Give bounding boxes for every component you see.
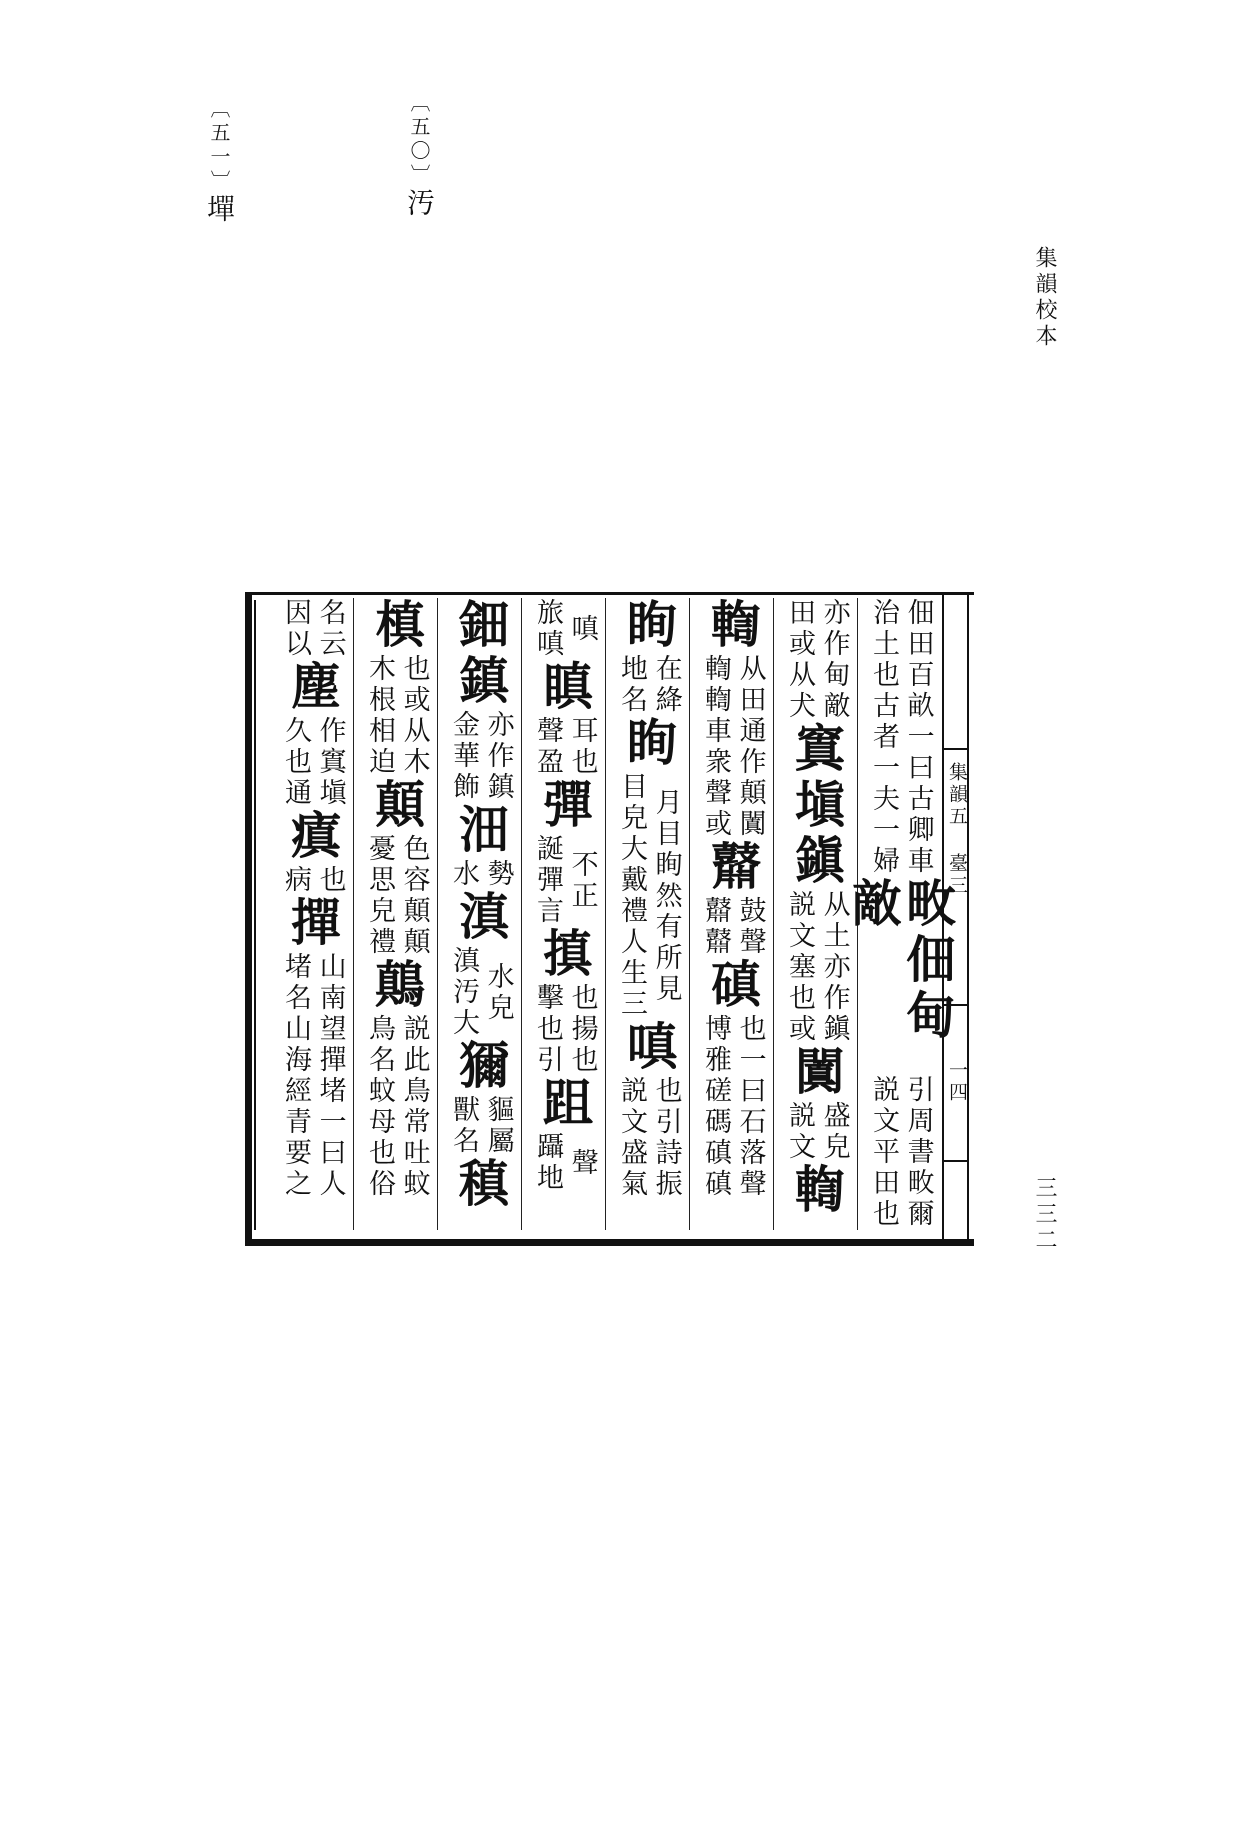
headword: 滇: [451, 890, 510, 946]
note-number: 〔五〇〕: [407, 92, 431, 188]
annotation-line: 説文: [784, 1101, 815, 1163]
frame-inner-rule: [254, 600, 256, 1230]
column-rule: [353, 598, 354, 1230]
annotation-line: 亦作鎮: [482, 710, 514, 803]
text-column-3: [691, 598, 773, 1230]
annotation: [532, 598, 598, 660]
annotation-line: 躡地: [532, 1132, 563, 1194]
annotation-line: 名云: [314, 598, 346, 660]
headword: 稹: [451, 1157, 510, 1213]
annotation: [532, 716, 598, 778]
headword: 窴塡鎭: [787, 722, 846, 890]
annotation-line: 也一曰石落聲: [734, 1014, 766, 1200]
annotation-line: 聲盈: [532, 716, 563, 778]
annotation-line: 水: [448, 859, 479, 890]
headword: 瘨: [283, 809, 342, 865]
margin-note-51: [203, 98, 236, 226]
headword: 輷: [787, 1163, 846, 1219]
text-column-5: [523, 598, 605, 1230]
annotation-line: 堵名山海經青要之: [280, 952, 311, 1200]
annotation: [364, 834, 430, 958]
text-column-2: [775, 598, 857, 1230]
annotation-line: 久也通: [280, 716, 311, 809]
annotation-line: 憂思皃禮: [364, 834, 395, 958]
annotation: [364, 654, 430, 778]
headword: 眴: [619, 716, 678, 772]
annotation: [784, 598, 850, 722]
annotation-line: 聲: [566, 1147, 598, 1179]
annotation-line: 鼓聲: [734, 896, 766, 958]
annotation: [784, 890, 850, 1045]
annotation-line: 水皃: [482, 961, 514, 1024]
annotation-line: 貙屬: [482, 1095, 514, 1157]
annotation-line: 因以: [280, 598, 311, 660]
annotation: [448, 1095, 514, 1157]
column-rule: [689, 598, 690, 1230]
annotation: [532, 1132, 598, 1194]
annotation-line: 嗔: [566, 613, 598, 645]
annotation: [616, 1076, 682, 1200]
text-column-4: [607, 598, 689, 1230]
annotation: [868, 598, 934, 877]
annotation-line: 輷輷車衆聲或: [700, 654, 731, 840]
headword: 畋佃甸敵: [844, 877, 957, 1045]
annotation-line: 説此鳥常吐蚊: [398, 1014, 430, 1200]
annotation-line: 从田通作顛闐: [734, 654, 766, 840]
annotation: [700, 654, 766, 840]
text-column-8: [271, 598, 353, 1230]
headword: 嗔: [619, 1020, 678, 1076]
annotation: [448, 946, 514, 1039]
annotation: [532, 983, 598, 1076]
headword: 磌: [703, 958, 762, 1014]
annotation-line: 木根相迫: [364, 654, 395, 778]
annotation: [532, 834, 598, 927]
annotation-line: 也引詩振: [650, 1076, 682, 1200]
annotation-line: 説文塞也或: [784, 890, 815, 1045]
note-text: 汚: [403, 188, 436, 220]
column-rule: [521, 598, 522, 1230]
annotation-line: 勢: [482, 859, 514, 890]
annotation-line: 目皃大戴禮人生三: [616, 772, 647, 1020]
annotation: [280, 952, 346, 1200]
headword: 獮: [451, 1039, 510, 1095]
margin-note-50: [403, 92, 436, 220]
column-rule: [605, 598, 606, 1230]
headword: 眴: [619, 598, 678, 654]
annotation-line: 色容顛顛: [398, 834, 430, 958]
annotation: [616, 772, 682, 1020]
annotation-line: 旅嗔: [532, 598, 563, 660]
annotation: [784, 1101, 850, 1163]
annotation: [280, 598, 346, 660]
annotation-line: 鳥名蚊母也俗: [364, 1014, 395, 1200]
headword: 撣: [283, 896, 342, 952]
annotation: [448, 710, 514, 803]
headword: 鈿鎮: [451, 598, 510, 710]
annotation-line: 鼘鼘: [700, 896, 731, 958]
annotation: [700, 896, 766, 958]
headword: 沺: [451, 803, 510, 859]
headword: 輷: [703, 598, 762, 654]
annotation-line: 治土也古者一夫一婦: [868, 598, 899, 877]
annotation: [868, 1075, 934, 1230]
headword: 鷏: [367, 958, 426, 1014]
annotation: [448, 859, 514, 890]
annotation-line: 博雅磋碼磌磌: [700, 1014, 731, 1200]
annotation: [280, 716, 346, 809]
annotation: [364, 1014, 430, 1200]
headword: 跙: [535, 1076, 594, 1132]
book-title: 集韻校本: [1032, 246, 1057, 350]
annotation-line: 不正: [566, 849, 598, 912]
annotation-line: 从土亦作鎭: [818, 890, 850, 1045]
annotation-line: 也揚也: [566, 983, 598, 1076]
gutter-mark-top: [944, 748, 967, 750]
page-number: 三三二: [1032, 1176, 1057, 1254]
annotation-line: 誕彈言: [532, 834, 563, 927]
annotation-line: 金華飾: [448, 710, 479, 803]
annotation: [616, 654, 682, 716]
annotation-line: 盛皃: [818, 1101, 850, 1163]
gutter-leaf: 一四: [946, 1060, 968, 1104]
headword: 鼘: [703, 840, 762, 896]
annotation-line: 説文盛氣: [616, 1076, 647, 1200]
headword: 瞋: [535, 660, 594, 716]
column-rule: [437, 598, 438, 1230]
gutter-title: 集韻五 臺三: [946, 762, 968, 897]
annotation-line: 山南望撣堵一曰人: [314, 952, 346, 1200]
annotation-line: 亦作甸敵: [818, 598, 850, 722]
text-column-7: [355, 598, 437, 1230]
headword: 顛: [367, 778, 426, 834]
annotation-line: 月目眴然有所見: [650, 787, 682, 1005]
annotation-line: 滇汚大: [448, 946, 479, 1039]
annotation-line: 耳也: [566, 716, 598, 778]
annotation-line: 擊也引: [532, 983, 563, 1076]
annotation-line: 田或从犬: [784, 598, 815, 722]
annotation-line: 地名: [616, 654, 647, 716]
annotation: [280, 865, 346, 896]
note-number: 〔五一〕: [207, 98, 231, 194]
headword: 塵: [283, 660, 342, 716]
column-rule: [773, 598, 774, 1230]
text-column-6: [439, 598, 521, 1230]
headword: 搷: [535, 927, 594, 983]
headword: 槙: [367, 598, 426, 654]
annotation-line: 説文平田也: [868, 1075, 899, 1230]
annotation-line: 在絳: [650, 654, 682, 716]
annotation-line: 也或从木: [398, 654, 430, 778]
annotation-line: 也: [314, 865, 346, 896]
headword: 彈: [535, 778, 594, 834]
headword: 闐: [787, 1045, 846, 1101]
annotation-line: 佃田百畝一曰古卿車: [902, 598, 934, 877]
annotation-line: 獸名: [448, 1095, 479, 1157]
annotation-line: 引周書畋爾: [902, 1075, 934, 1230]
annotation: [700, 1014, 766, 1200]
annotation-line: 作窴塡: [314, 716, 346, 809]
note-text: 墠: [203, 194, 236, 226]
annotation-line: 病: [280, 865, 311, 896]
gutter-mark-low: [944, 1160, 967, 1162]
gutter-rule-right: [967, 592, 969, 1243]
